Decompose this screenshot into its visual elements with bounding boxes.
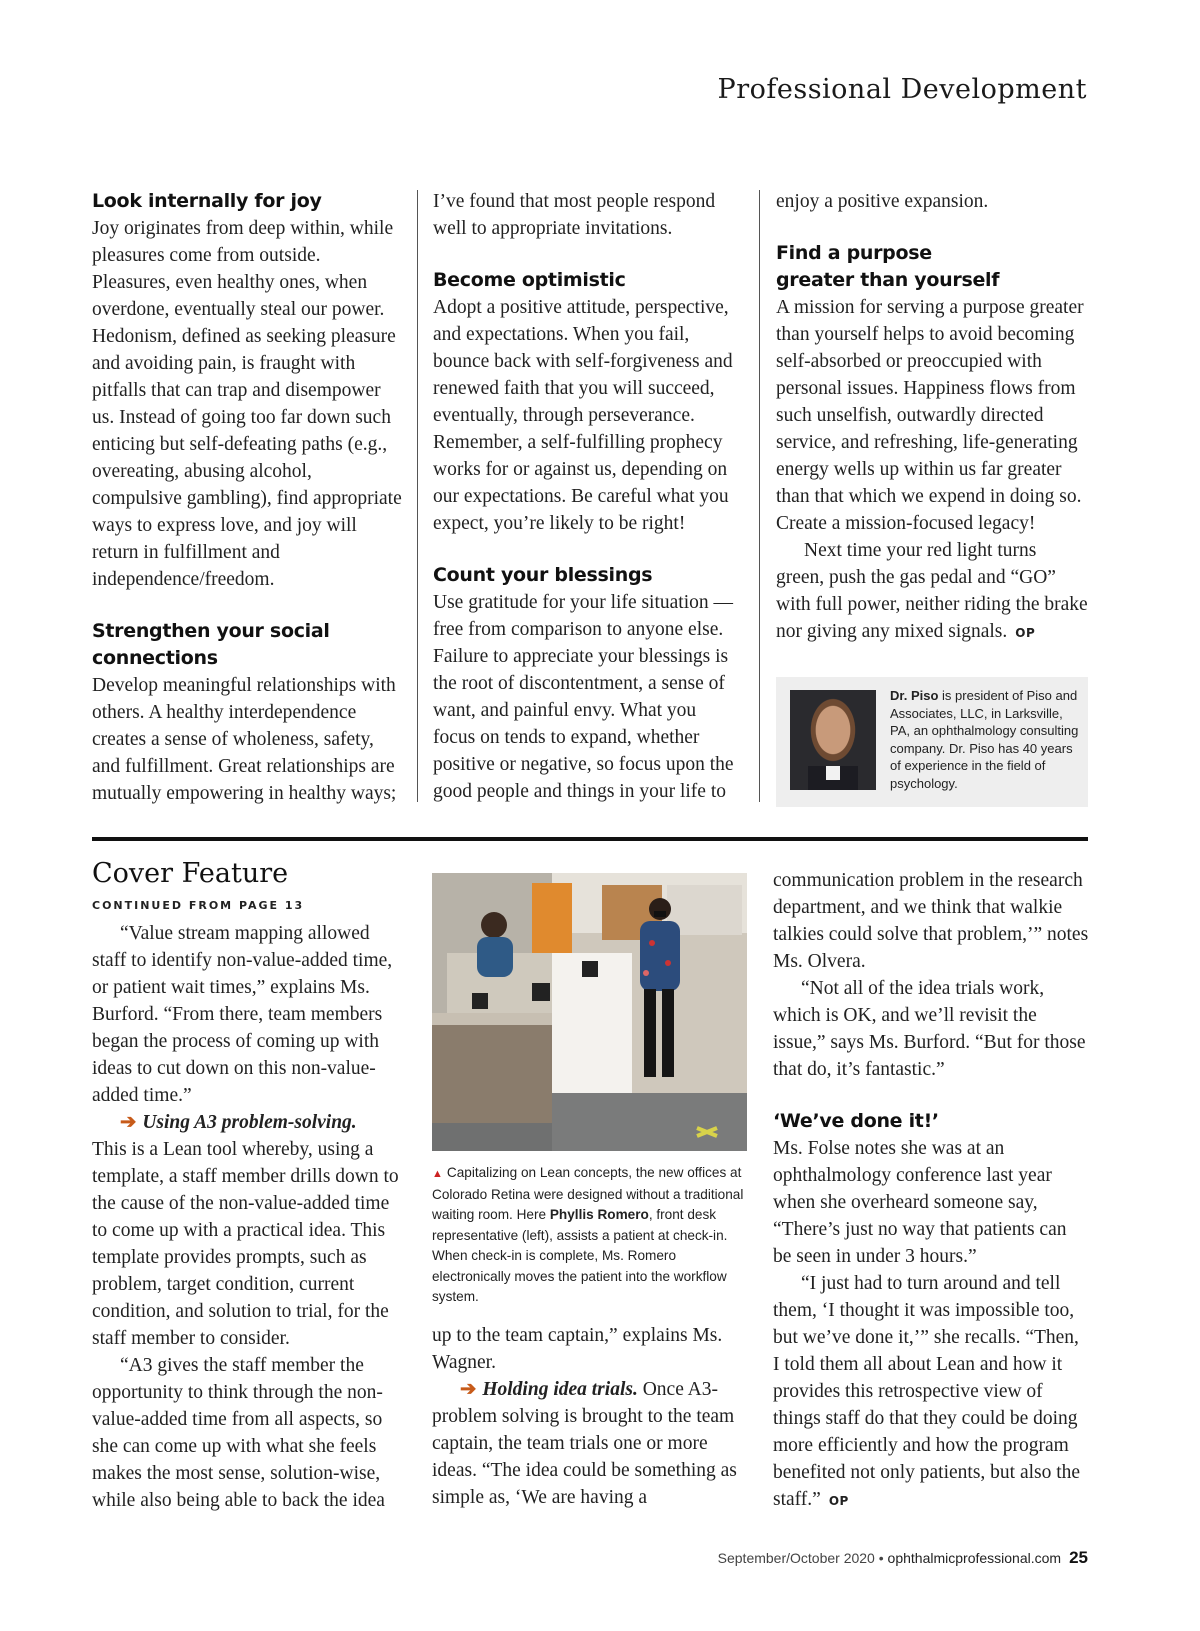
caption-text: , front desk representative (left), assists a patient at check-in. When check-in is complete, Ms. Romero electronically moves the patient into the workflow system. xyxy=(432,1207,728,1304)
subhead-text: Using A3 problem-solving. xyxy=(142,1112,357,1133)
author-bio xyxy=(890,687,1080,792)
subhead-idea-trials xyxy=(432,1376,742,1511)
heading-purpose: Find a purpose greater than yourself xyxy=(776,242,1000,291)
heading-optimistic: Become optimistic xyxy=(433,269,626,291)
column-divider xyxy=(759,190,760,802)
paragraph: “Not all of the idea trials work, which is OK, and we’ll revisit the issue,” says Ms. Burford. “But for those that do, it’s fantastic.” xyxy=(773,978,1086,1080)
author-name: Dr. Piso xyxy=(890,688,939,703)
continued-from: CONTINUED FROM PAGE 13 xyxy=(92,899,305,912)
paragraph: I’ve found that most people respond well to appropriate invitations. xyxy=(433,191,716,239)
triangle-icon: ▲ xyxy=(432,1168,443,1180)
author-bio-text: is president of Piso and Associates, LLC, in Larksville, PA, an ophthalmology consulting company. Dr. Piso has 40 years of experience in the field of psychology. xyxy=(890,688,1079,791)
photo-collar xyxy=(826,766,840,780)
author-photo xyxy=(790,690,876,790)
cover-feature-title: Cover Feature xyxy=(92,858,289,889)
paragraph: up to the team captain,” explains Ms. Wagner. xyxy=(432,1325,723,1373)
paragraph: This is a Lean tool whereby, using a template, a staff member drills down to the cause of the non-value-added time to come up with a practical idea. This template provides prompts, such as problem, target condition, current condition, and solution to trial, for the staff member to consider. xyxy=(92,1139,399,1349)
heading-social-connections: Strengthen your social connections xyxy=(92,620,330,669)
heading-blessings: Count your blessings xyxy=(433,564,653,586)
paragraph-text: “I just had to turn around and tell them, ‘I thought it was impossible too, but we’ve done it,’” she recalls. “Then, I told them all about Lean and how it provides this retrospective view of things staff do that they could be doing more efficiently and how the program benefited not only patients, but also the staff.” xyxy=(773,1273,1081,1510)
top-column-2 xyxy=(433,188,743,805)
end-mark: OP xyxy=(828,1494,849,1508)
paragraph: Use gratitude for your life situation — free from comparison to anyone else. Failure to appreciate your blessings is the root of discontentment, a sense of want, and painful envy. What you focus on tends to expand, whether positive or negative, so focus upon the good people and things in your life to xyxy=(433,592,734,802)
section-header: Professional Development xyxy=(717,74,1087,105)
subhead-a3 xyxy=(92,1109,402,1136)
top-column-3 xyxy=(776,188,1089,647)
footer-website: ophthalmicprofessional.com xyxy=(887,1550,1062,1566)
paragraph: Develop meaningful relationships with others. A healthy interdependence creates a sense of wholeness, safety, and fulfillment. Great relationships are mutually empowering in healthy ways; xyxy=(92,675,397,804)
subhead-text: Holding idea trials. xyxy=(482,1379,638,1400)
cover-column-3 xyxy=(773,867,1089,1515)
cover-column-2 xyxy=(432,1322,742,1511)
arrow-icon: ➔ xyxy=(460,1379,477,1400)
checkin-photo-illustration xyxy=(432,873,747,1151)
caption-name: Phyllis Romero xyxy=(549,1207,649,1222)
issue-date: September/October 2020 xyxy=(717,1550,875,1566)
arrow-icon: ➔ xyxy=(120,1112,137,1133)
paragraph xyxy=(773,1270,1089,1515)
paragraph: “Value stream mapping allowed staff to identify non-value-added time, or patient wait times,” explains Ms. Burford. “From there, team members began the process of coming up with ideas to cut down on this non-value-added time.” xyxy=(92,923,393,1106)
paragraph-text: Once A3-problem solving is brought to the team captain, the team trials one or more ideas. “The idea could be something as simple as, ‘We are having a xyxy=(432,1379,737,1508)
top-column-1 xyxy=(92,188,402,807)
paragraph: Ms. Folse notes she was at an ophthalmology conference last year when she overheard someone say, “There’s just no way that patients can be seen in under 3 hours.” xyxy=(773,1138,1067,1267)
paragraph: enjoy a positive expansion. xyxy=(776,191,989,212)
paragraph: Joy originates from deep within, while pleasures come from outside. Pleasures, even healthy ones, when overdone, eventually steal our power. Hedonism, defined as seeking pleasure and avoiding pain, is fraught with pitfalls that can trap and disempower us. Instead of going too far down such enticing but self-defeating paths (e.g., overeating, abusing alcohol, compulsive gambling), find appropriate ways to express love, and joy will return in fulfillment and independence/freedom. xyxy=(92,218,402,590)
section-divider xyxy=(92,837,1088,841)
paragraph: communication problem in the research department, and we think that walkie talkies could solve that problem,’” notes Ms. Olvera. xyxy=(773,870,1089,972)
heading-joy: Look internally for joy xyxy=(92,190,322,212)
cover-column-1 xyxy=(92,920,402,1514)
paragraph-text: Next time your red light turns green, push the gas pedal and “GO” with full power, neither riding the brake nor giving any mixed signals. xyxy=(776,540,1088,642)
author-bio-box xyxy=(776,677,1088,807)
checkin-photo xyxy=(432,873,747,1151)
paragraph: “A3 gives the staff member the opportunity to think through the non-value-added time from all aspects, so she can come up with what she feels makes the most sense, solution-wise, while also being able to back the idea xyxy=(92,1355,385,1511)
paragraph: Adopt a positive attitude, perspective, and expectations. When you fail, bounce back with self-forgiveness and renewed faith that you will succeed, eventually, through perseverance. Remember, a self-fulfilling prophecy works for or against us, depending on our expectations. Be careful what you expect, you’re likely to be right! xyxy=(433,297,733,534)
paragraph xyxy=(776,537,1089,647)
paragraph: A mission for serving a purpose greater than yourself helps to avoid becoming self-absorbed or preoccupied with personal issues. Happiness flows from such unselfish, outwardly directed service, and refreshing, life-generating energy wells up within us far greater than that which we expend in doing so. Create a mission-focused legacy! xyxy=(776,297,1084,534)
photo-caption xyxy=(432,1163,750,1308)
end-mark: OP xyxy=(1015,626,1036,640)
footer-separator: • xyxy=(878,1550,884,1566)
column-divider xyxy=(417,190,418,802)
heading-done-it: ‘We’ve done it!’ xyxy=(773,1110,939,1132)
page-number: 25 xyxy=(1069,1548,1088,1567)
page-footer xyxy=(718,1548,1088,1568)
caption-text: Capitalizing on Lean concepts, the new offices at Colorado Retina were designed without a traditional waiting room. Here xyxy=(432,1165,744,1222)
